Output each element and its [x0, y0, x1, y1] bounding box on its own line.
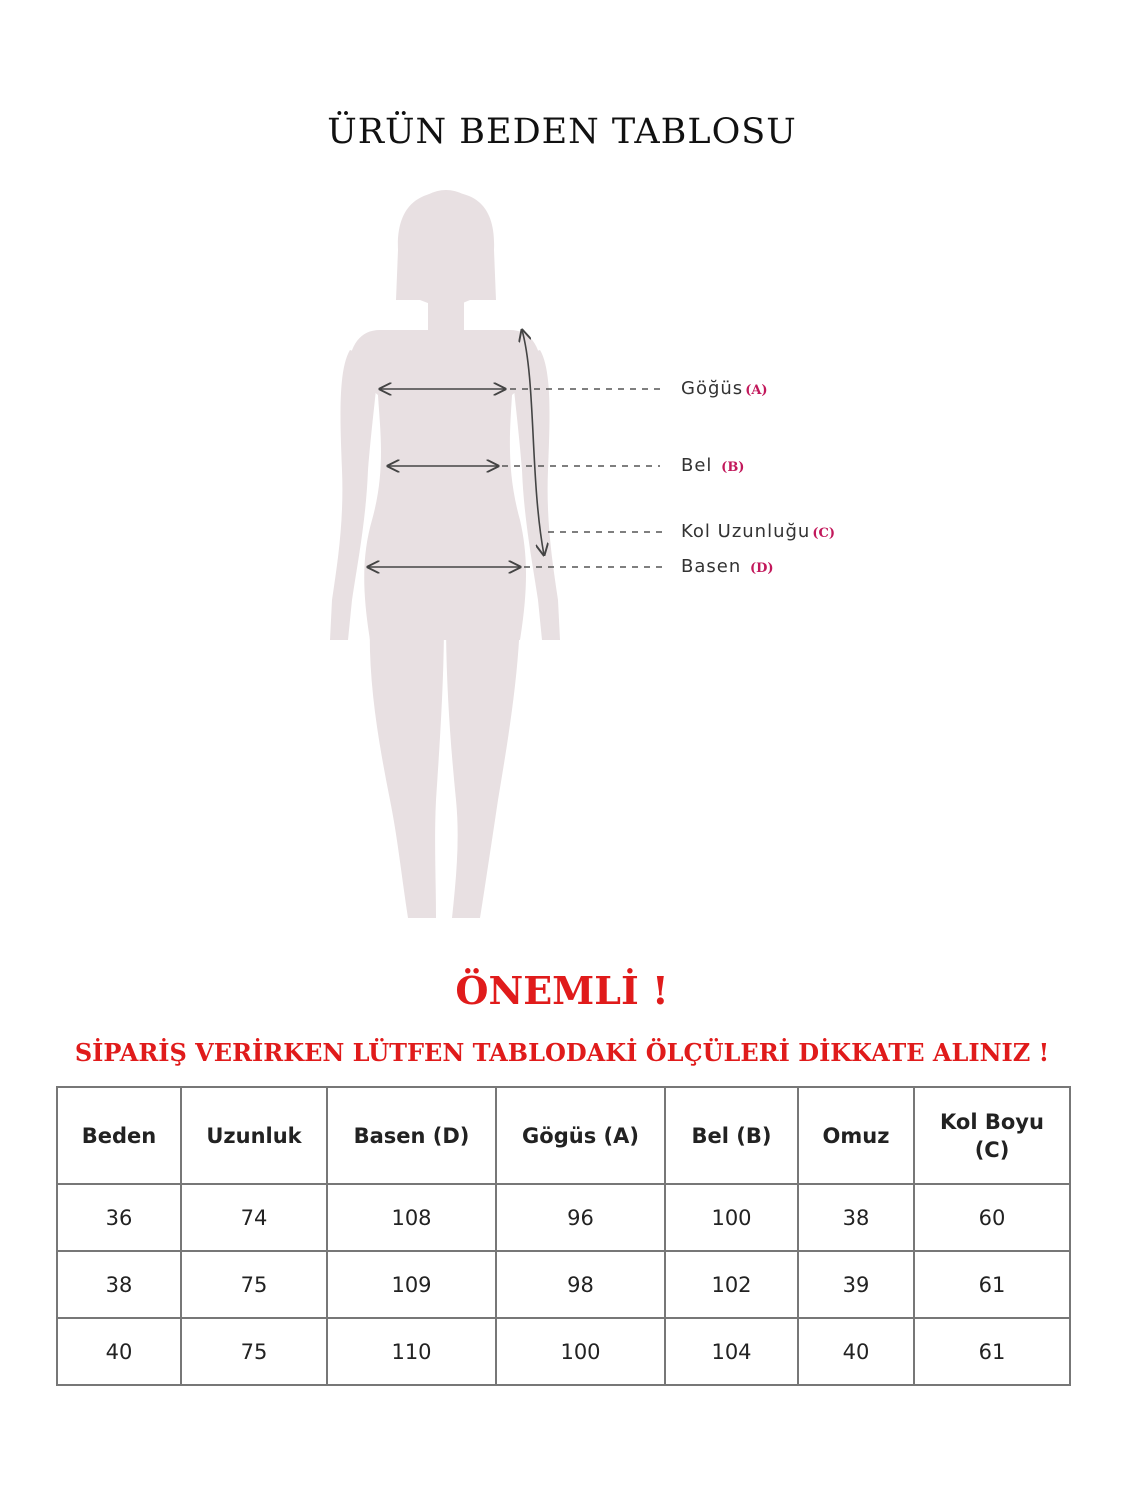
table-cell: 40: [798, 1318, 914, 1385]
measurement-label-chest: [681, 378, 768, 399]
table-cell: 96: [496, 1184, 665, 1251]
chest-code: (A): [745, 383, 768, 398]
size-table: [56, 1086, 1071, 1386]
table-cell: 38: [57, 1251, 181, 1318]
waist-code: (B): [721, 460, 745, 475]
hip-label: Basen: [681, 556, 742, 577]
sleeve-code: (C): [812, 526, 835, 541]
hip-code: (D): [749, 561, 774, 576]
table-cell: 75: [181, 1251, 327, 1318]
table-header-row: [57, 1087, 1070, 1184]
order-notice: SİPARİŞ VERİRKEN LÜTFEN TABLODAKİ ÖLÇÜLERİ DİKKATE ALINIZ !: [74, 1038, 1050, 1067]
measurement-label-hip: [681, 556, 774, 577]
table-cell: 100: [496, 1318, 665, 1385]
table-cell: 104: [665, 1318, 798, 1385]
header-basen: Basen (D): [327, 1087, 496, 1184]
table-cell: 40: [57, 1318, 181, 1385]
measurement-label-sleeve: [681, 521, 835, 542]
table-cell: 108: [327, 1184, 496, 1251]
header-bel: Bel (B): [665, 1087, 798, 1184]
header-beden: Beden: [57, 1087, 181, 1184]
table-cell: 109: [327, 1251, 496, 1318]
sleeve-label: Kol Uzunluğu: [681, 521, 811, 542]
header-kol-boyu: Kol Boyu (C): [914, 1087, 1070, 1184]
chest-label: Göğüs: [681, 378, 744, 399]
header-gogus: Gögüs (A): [496, 1087, 665, 1184]
table-cell: 75: [181, 1318, 327, 1385]
table-cell: 100: [665, 1184, 798, 1251]
table-cell: 98: [496, 1251, 665, 1318]
table-cell: 74: [181, 1184, 327, 1251]
table-cell: 38: [798, 1184, 914, 1251]
measurement-label-waist: [681, 455, 744, 476]
table-cell: 61: [914, 1251, 1070, 1318]
table-cell: 110: [327, 1318, 496, 1385]
important-heading: ÖNEMLİ !: [455, 968, 669, 1013]
table-cell: 102: [665, 1251, 798, 1318]
woman-silhouette-icon: [330, 190, 560, 918]
table-cell: 60: [914, 1184, 1070, 1251]
table-row: [57, 1251, 1070, 1318]
header-omuz: Omuz: [798, 1087, 914, 1184]
table-row: [57, 1318, 1070, 1385]
table-cell: 61: [914, 1318, 1070, 1385]
header-uzunluk: Uzunluk: [181, 1087, 327, 1184]
table-row: [57, 1184, 1070, 1251]
table-cell: 36: [57, 1184, 181, 1251]
table-cell: 39: [798, 1251, 914, 1318]
waist-label: Bel: [681, 455, 713, 476]
page-title: ÜRÜN BEDEN TABLOSU: [327, 112, 797, 152]
